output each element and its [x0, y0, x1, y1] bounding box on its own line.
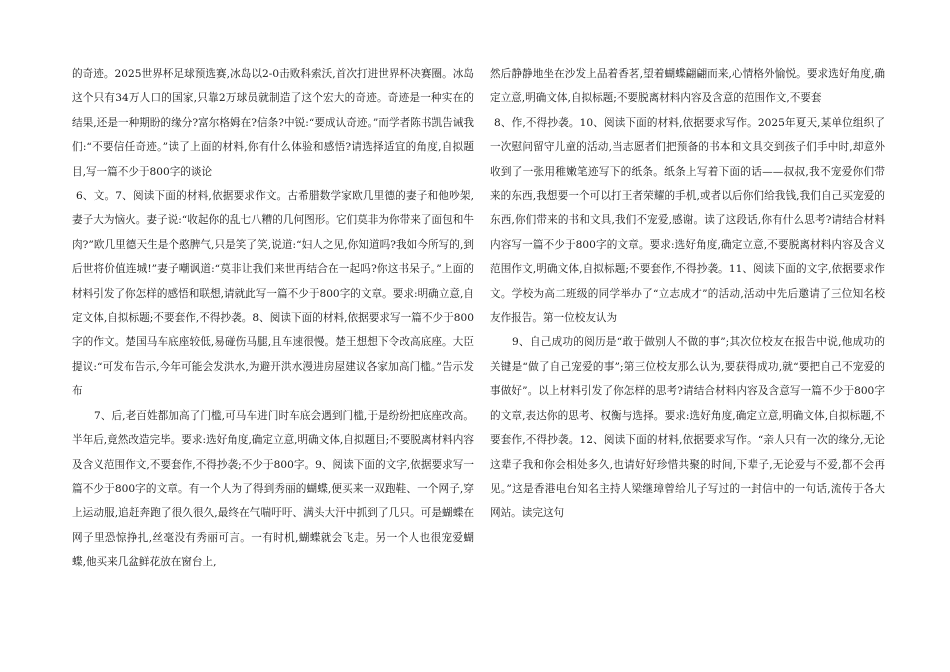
paragraph: 7、后,老百姓都加高了门槛,可马车进门时车底会遇到门槛,于是纷纷把底座改高。半年后,竟然改造完毕。要求:选好角度,确定立意,明确文体,自拟题目;不要脱离材料内容及含义范围作文,不要套作,不得抄袭;不少于800字。9、阅读下面的文字,依据要求写一篇不少于800字的文章。有一个人为了得到秀丽的蝴蝶,便买来一双跑鞋、一个网子,穿上运动服,追赶奔跑了很久很久,最终在气喘吁吁、满头大汗中抓到了几只。可是蝴蝶在网子里恐惊挣扎,丝毫没有秀丽可言。一有时机,蝴蝶就会飞走。另一个人也很宠爱蝴蝶,他买来几盆鲜花放在窗台上,: [72, 409, 474, 569]
right-column: [490, 62, 885, 526]
paragraph: 然后静静地坐在沙发上品着香茗,望着蝴蝶翩翩而来,心情格外愉悦。要求选好角度,确定立意,明确文体,自拟标题;不要脱离材料内容及含意的范围作文,不要套: [490, 68, 885, 105]
left-column: [72, 62, 474, 575]
paragraph: 8、作,不得抄袭。10、阅读下面的材料,依据要求写作。2025年夏天,某单位组织了一次慰问留守儿童的活动,当志愿者们把预备的书本和文具交到孩子们手中时,却意外收到了一张用稚嫩笔迹写下的纸条。纸条上写着下面的话——叔叔,我不宠爱你们带来的东西,我想要一个可以打王者荣耀的手机,或者以后你们给我钱,我们自己买宠爱的东西,你们带来的书和文具,我们不宠爱,感谢。读了这段话,你有什么思考?请结合材料内容写一篇不少于800字的文章。要求:选好角度,确定立意,不要脱离材料内容及含义范围作文,明确文体,自拟标题;不要套作,不得抄袭。11、阅读下面的文字,依据要求作文。学校为高二班级的同学举办了“立志成才”的活动,活动中先后邀请了三位知名校友作报告。第一位校友认为: [490, 116, 885, 325]
paragraph: 6、文。7、阅读下面的材料,依据要求作文。古希腊数学家欧几里德的妻子和他吵架,妻子大为恼火。妻子说:“收起你的乱七八糟的几何图形。它们莫非为你带来了面包和牛肉?”欧几里德天生是个憨脾气,只是笑了笑,说道:“妇人之见,你知道吗?我如今所写的,到后世将价值连城!”妻子嘲讽道:“莫非让我们来世再结合在一起吗?你这书呆子。”上面的材料引发了你怎样的感悟和联想,请就此写一篇不少于800字的文章。要求:明确立意,自定文体,自拟标题;不要套作,不得抄袭。8、阅读下面的材料,依据要求写一篇不少于800字的作文。楚国马车底座较低,易碰伤马腿,且车速很慢。楚王想想下令改高底座。大臣提议:“可发布告示,今年可能会发洪水,为避开洪水漫进房屋建议各家加高门槛。”告示发布: [72, 190, 474, 398]
paragraph: 9、自己成功的阅历是“敢于做别人不做的事”;其次位校友在报告中说,他成功的关键是“做了自己宠爱的事”;第三位校友那么认为,要获得成功,就“要把自己不宠爱的事做好”。以上材料引发了你怎样的思考?请结合材料内容及含意写一篇不少于800字的文章,表达你的思考、权衡与选择。要求:选好角度,确定立意,明确文体,自拟标题,不要套作,不得抄袭。12、阅读下面的材料,依据要求写作。“亲人只有一次的缘分,无论这辈子我和你会相处多久,也请好好珍惜共聚的时间,下辈子,无论爱与不爱,都不会再见。”这是香港电台知名主持人梁继璋曾给儿子写过的一封信中的一句话,流传于各大网站。读完这句: [490, 336, 885, 520]
paragraph: 的奇迹。2025世界杯足球预选赛,冰岛以2-0击败科索沃,首次打进世界杯决赛圈。冰岛这个只有34万人口的国家,只靠2万球员就制造了这个宏大的奇迹。奇迹是一种实在的结果,还是一种期盼的缘分?富尔格姆在?信条?中锐:“要成认奇迹。”而学者陈书凯告诫我们:“不要信任奇迹。”读了上面的材料,你有什么体验和感悟?请选择适宜的角度,自拟题目,写一篇不少于800字的谈论: [72, 68, 474, 178]
